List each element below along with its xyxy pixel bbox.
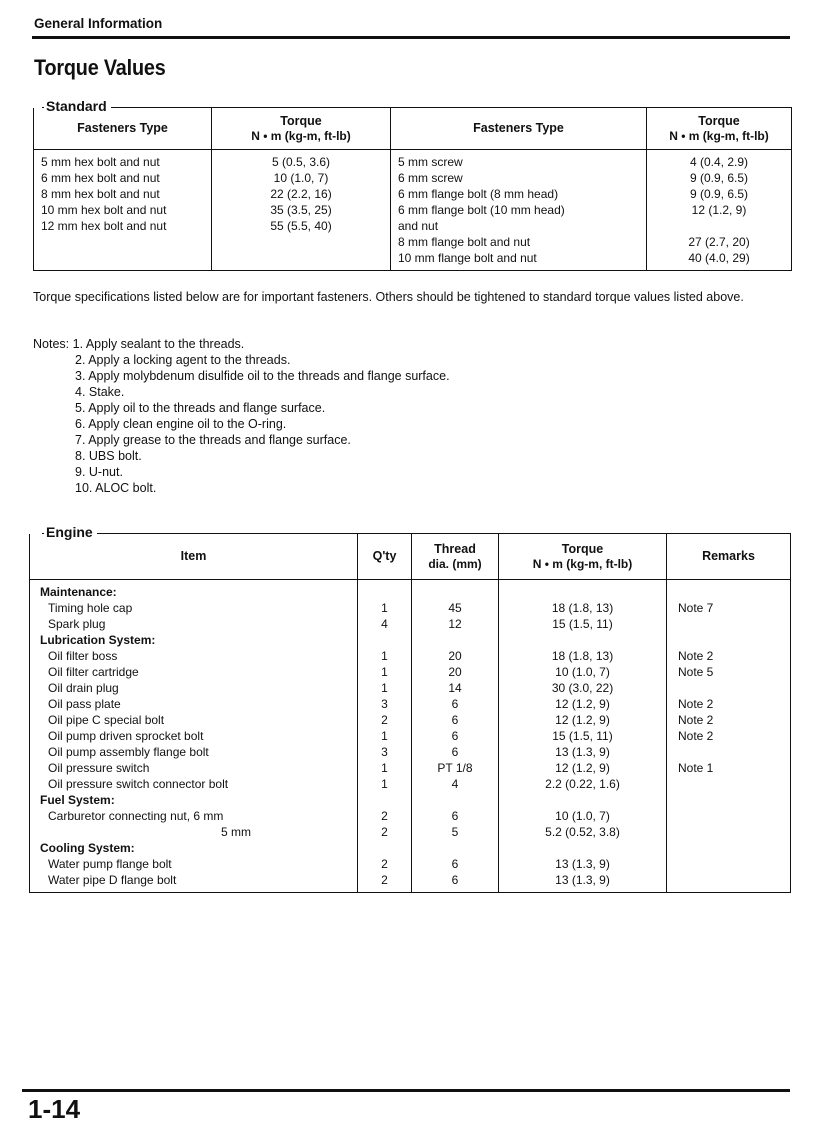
note-item: 6. Apply clean engine oil to the O-ring. [75,417,287,431]
engine-thread: 4 [451,777,459,791]
engine-thread: 5 [451,825,459,839]
engine-remark [678,680,790,696]
engine-remark: Note 2 [678,649,714,663]
engine-qty: 1 [381,761,388,775]
std-left-type: 10 mm hex bolt and nut [41,203,167,217]
std-right-torque: 27 (2.7, 20) [688,235,750,249]
std-col-torque-left [212,108,391,150]
note-item: 3. Apply molybdenum disulfide oil to the threads and flange surface. [75,369,450,383]
engine-torque: 15 (1.5, 11) [552,729,613,743]
engine-item: Oil drain plug [48,681,119,695]
spec-note: Torque specifications listed below are for important fasteners. Others should be tightened to standard torque values listed above. [33,290,744,304]
std-right-type: 6 mm flange bolt (10 mm head) [398,203,565,217]
engine-items [30,580,358,893]
engine-item: Oil filter boss [48,649,118,663]
engine-thread: 6 [451,809,459,823]
engine-header-row [30,534,791,580]
engine-remark [678,744,790,760]
engine-torque: 13 (1.3, 9) [555,873,610,887]
engine-body-row [30,580,791,893]
engine-qty [358,792,411,808]
std-right-type: and nut [398,219,439,233]
engine-item: Oil pressure switch connector bolt [48,777,229,791]
eng-torque-units: N • m (kg-m, ft-lb) [532,556,633,571]
std-left-torque: 5 (0.5, 3.6) [271,155,331,169]
engine-remark [678,632,790,648]
std-right-type: 6 mm flange bolt (8 mm head) [398,187,559,201]
engine-torque: 12 (1.2, 9) [555,761,610,775]
engine-remark: Note 5 [678,665,714,679]
std-torque-right-title: Torque [698,113,740,128]
engine-thread: PT 1/8 [437,761,473,775]
std-left-type: 6 mm hex bolt and nut [41,171,160,185]
engine-group-heading: Lubrication System: [40,633,156,647]
std-right-type: 8 mm flange bolt and nut [398,235,531,249]
engine-label-gap [29,533,42,534]
note-item: 8. UBS bolt. [75,449,142,463]
engine-item: Oil pressure switch [48,761,150,775]
engine-qty: 3 [381,697,388,711]
engine-torque: 15 (1.5, 11) [552,617,613,631]
std-left-type: 8 mm hex bolt and nut [41,187,160,201]
engine-qty: 1 [381,665,388,679]
engine-group-heading: Maintenance: [40,585,117,599]
eng-col-item: Item [30,534,358,580]
engine-qty: 1 [381,649,388,663]
engine-item: Oil pipe C special bolt [48,713,165,727]
engine-remark [678,616,790,632]
std-torque-left-title: Torque [280,113,322,128]
std-right-torque: 4 (0.4, 2.9) [689,155,749,169]
engine-qty: 2 [381,873,388,887]
engine-thread: 6 [451,697,459,711]
engine-thread: 6 [451,745,459,759]
std-right-torque [647,218,791,234]
std-right-type: 10 mm flange bolt and nut [398,251,537,265]
std-right-torque: 12 (1.2, 9) [691,203,747,217]
std-right-type: 5 mm screw [398,155,463,169]
engine-qty: 2 [381,809,388,823]
engine-remark [678,776,790,792]
standard-header-row [34,108,792,150]
standard-torque-table [33,107,792,271]
engine-remark [678,808,790,824]
engine-qty: 2 [381,857,388,871]
engine-item: Oil pump assembly flange bolt [48,745,209,759]
engine-remark [678,856,790,872]
engine-torque: 13 (1.3, 9) [555,745,610,759]
engine-qty [358,584,411,600]
engine-remark: Note 1 [678,761,714,775]
std-right-torque: 9 (0.9, 6.5) [689,187,749,201]
std-right-torques [647,150,792,271]
engine-qty: 1 [381,681,388,695]
std-col-fasteners-right: Fasteners Type [391,108,647,150]
engine-torque: 13 (1.3, 9) [555,857,610,871]
engine-thread: 14 [448,681,462,695]
notes-prefix: Notes: [33,337,70,351]
engine-thread: 6 [451,729,459,743]
engine-qty [358,632,411,648]
std-left-torque: 55 (5.5, 40) [270,219,332,233]
engine-qtys [358,580,412,893]
engine-thread [412,792,498,808]
page-title: Torque Values [34,55,166,80]
eng-col-remarks: Remarks [667,534,791,580]
footer-rule [22,1089,790,1092]
standard-box-label: Standard [44,98,111,114]
engine-qty: 1 [381,601,388,615]
std-left-torque: 10 (1.0, 7) [273,171,329,185]
engine-qty: 2 [381,713,388,727]
eng-torque-title: Torque [561,541,604,556]
standard-label-gap [33,107,42,108]
engine-torques [499,580,667,893]
engine-qty: 3 [381,745,388,759]
engine-torque: 10 (1.0, 7) [555,665,610,679]
std-left-torque: 22 (2.2, 16) [270,187,332,201]
engine-thread: 20 [448,649,462,663]
engine-item: Water pump flange bolt [48,857,172,871]
std-torque-right-units: N • m (kg-m, ft-lb) [669,128,769,143]
note-item: 4. Stake. [75,385,125,399]
engine-thread: 45 [448,601,462,615]
notes-block [33,336,450,496]
engine-thread: 20 [448,665,462,679]
std-col-fasteners-left: Fasteners Type [34,108,212,150]
engine-item: Carburetor connecting nut, 6 mm [48,809,224,823]
engine-thread [412,632,498,648]
note-item: 7. Apply grease to the threads and flange surface. [75,433,351,447]
engine-item: Water pipe D flange bolt [48,873,177,887]
engine-torque: 5.2 (0.52, 3.8) [545,825,620,839]
std-right-torque: 40 (4.0, 29) [688,251,750,265]
engine-qty: 2 [381,825,388,839]
engine-remarks [667,580,791,893]
engine-remark: Note 7 [678,601,714,615]
engine-torque: 12 (1.2, 9) [555,713,610,727]
engine-remark [678,792,790,808]
engine-torque: 12 (1.2, 9) [555,697,610,711]
note-item: 10. ALOC bolt. [75,481,157,495]
engine-torque [499,792,666,808]
engine-thread [412,840,498,856]
engine-remark: Note 2 [678,713,714,727]
engine-thread: 6 [451,873,459,887]
engine-item: 5 mm [221,825,251,839]
note-item: 5. Apply oil to the threads and flange surface. [75,401,326,415]
engine-torque [499,584,666,600]
eng-thread-title: Thread [434,541,476,556]
std-right-types [391,150,647,271]
std-right-torque: 9 (0.9, 6.5) [689,171,749,185]
eng-thread-units: dia. (mm) [428,556,482,571]
engine-remark [678,840,790,856]
engine-torque: 30 (3.0, 22) [551,681,614,695]
engine-item: Oil pass plate [48,697,121,711]
note-item: 1. Apply sealant to the threads. [72,337,245,351]
eng-col-qty: Q'ty [358,534,412,580]
engine-qty [358,840,411,856]
header-rule [32,36,790,39]
engine-torque [499,840,666,856]
notes-line-1 [33,336,450,352]
std-col-torque-right [647,108,792,150]
engine-thread: 6 [451,857,459,871]
engine-torque: 10 (1.0, 7) [555,809,610,823]
engine-remark: Note 2 [678,697,714,711]
engine-group-heading: Fuel System: [40,793,115,807]
note-item: 2. Apply a locking agent to the threads. [75,353,291,367]
engine-qty: 1 [381,777,388,791]
engine-thread [412,584,498,600]
std-left-torques [212,150,391,271]
engine-torque [499,632,666,648]
engine-qty: 4 [381,617,388,631]
engine-item: Spark plug [48,617,106,631]
engine-torque: 18 (1.8, 13) [551,601,614,615]
std-torque-left-units: N • m (kg-m, ft-lb) [251,128,351,143]
engine-remark [678,824,790,840]
std-left-torque: 35 (3.5, 25) [270,203,332,217]
eng-col-torque [499,534,667,580]
engine-box-label: Engine [44,524,97,540]
engine-group-heading: Cooling System: [40,841,135,855]
note-item: 9. U-nut. [75,465,123,479]
engine-torque: 2.2 (0.22, 1.6) [545,777,620,791]
std-left-types [34,150,212,271]
engine-torque-table [29,533,791,893]
engine-remark: Note 2 [678,729,714,743]
engine-thread: 12 [448,617,462,631]
std-left-type: 12 mm hex bolt and nut [41,219,167,233]
engine-torque: 18 (1.8, 13) [551,649,614,663]
eng-col-thread [412,534,499,580]
engine-remark [678,584,790,600]
engine-remark [678,872,790,888]
engine-threads [412,580,499,893]
engine-qty: 1 [381,729,388,743]
engine-item: Timing hole cap [48,601,133,615]
engine-item: Oil filter cartridge [48,665,139,679]
std-right-type: 6 mm screw [398,171,463,185]
standard-body-row [34,150,792,271]
std-left-type: 5 mm hex bolt and nut [41,155,160,169]
page-number: 1-14 [28,1094,81,1124]
engine-item: Oil pump driven sprocket bolt [48,729,204,743]
engine-thread: 6 [451,713,459,727]
section-label: General Information [34,16,163,31]
